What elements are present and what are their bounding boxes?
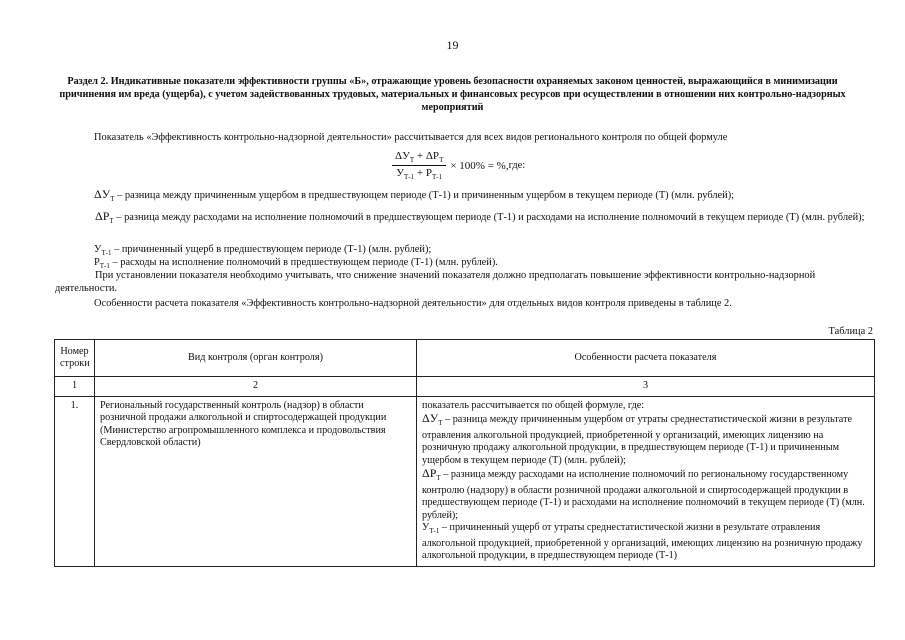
row-calc-delta-u: $\Delta У_Т$ – разница между причиненным ущербом от утраты среднестатистической жизни в результате отравления алкогольной продукцией, приобретенной у организаций, имеющих лицензию на розничную продажу алкогольной продукции, в предшествующем периоде (Т-1) и причиненным ущербом в текущем периоде (Т) (млн. рублей); xyxy=(422,411,853,466)
formula-where: где: xyxy=(508,160,526,172)
table-row xyxy=(55,396,875,566)
table-caption: Таблица 2 xyxy=(828,326,873,337)
row-calc-features xyxy=(417,396,875,566)
header-control-kind: Вид контроля (орган контроля) xyxy=(95,340,417,377)
intro-paragraph: Показатель «Эффективность контрольно-надзорной деятельности» рассчитывается для всех видов регионального контроля по общей формуле xyxy=(94,132,728,143)
definition-delta-u: $\Delta У_Т$ – разница между причиненным ущербом в предшествующем периоде (Т-1) и причиненным ущербом в текущем периоде (Т) (млн. рублей); xyxy=(94,187,735,204)
row-number: 1. xyxy=(55,396,95,566)
formula-fraction xyxy=(392,150,446,181)
definition-delta-p: $\Delta Р_Т$ – разница между расходами на исполнение полномочий в предшествующем периоде (Т-1) и расходами на исполнение полномочий в текущем периоде (Т) (млн. рублей); xyxy=(95,209,865,226)
column-number-1: 1 xyxy=(55,377,95,397)
table-number-row xyxy=(55,377,875,397)
row-calc-u: $У_{Т-1}$ – причиненный ущерб от утраты среднестатистической жизни в результате отравления алкогольной продукцией, приобретенной у организаций, имеющих лицензию на розничную продажу алкогольной продукции, в предшествующем периоде (Т-1) xyxy=(422,522,863,562)
features-paragraph: Особенности расчета показателя «Эффективность контрольно-надзорной деятельности» для отдельных видов контроля приведены в таблице 2. xyxy=(94,298,732,309)
column-number-2: 2 xyxy=(95,377,417,397)
section-heading: Раздел 2. Индикативные показатели эффективности группы «Б», отражающие уровень безопасности охраняемых законом ценностей, выражающийся в минимизации причинения им вреда (ущерба), с учетом задействованных трудовых, материальных и финансовых ресурсов при осуществлении в отношении них контрольно-надзорных мероприятий xyxy=(59,76,846,113)
header-row-number: Номер строки xyxy=(55,340,95,377)
formula xyxy=(392,150,525,181)
row-calc-delta-p: $\Delta Р_Т$ – разница между расходами на исполнение полномочий по региональному государственному контролю (надзору) в области розничной продажи алкогольной и спиртосодержащей продукции в предшествующем периоде (Т-1) и расходами на исполнение полномочий в текущем периоде (Т) (млн. рублей); xyxy=(422,466,865,521)
formula-denominator: $У_{Т-1} + Р_{Т-1}$ xyxy=(396,167,443,182)
column-number-3: 3 xyxy=(417,377,875,397)
table-header-row xyxy=(55,340,875,377)
formula-numerator: $\Delta У_Т + \Delta Р_Т$ xyxy=(392,150,446,166)
definition-u: $У_{Т-1}$ – причиненный ущерб в предшествующем периоде (Т-1) (млн. рублей); xyxy=(94,244,432,258)
note-paragraph: При установлении показателя необходимо учитывать, что снижение значений показателя должно предполагать повышение эффективности контрольно-надзорной деятельности. xyxy=(55,270,816,294)
row-control-kind: Региональный государственный контроль (надзор) в области розничной продажи алкогольной и спиртосодержащей продукции (Министерство агропромышленного комплекса и продовольствия Свердловской области) xyxy=(95,396,417,566)
definition-p: $Р_{Т-1}$ – расходы на исполнение полномочий в предшествующем периоде (Т-1) (млн. рублей). xyxy=(94,257,498,271)
row-calc-intro: показатель рассчитывается по общей формуле, где: xyxy=(422,399,645,411)
header-calc-features: Особенности расчета показателя xyxy=(417,340,875,377)
page-number: 19 xyxy=(446,38,459,52)
formula-tail: × 100% = %, xyxy=(450,159,509,172)
features-table xyxy=(54,339,875,567)
